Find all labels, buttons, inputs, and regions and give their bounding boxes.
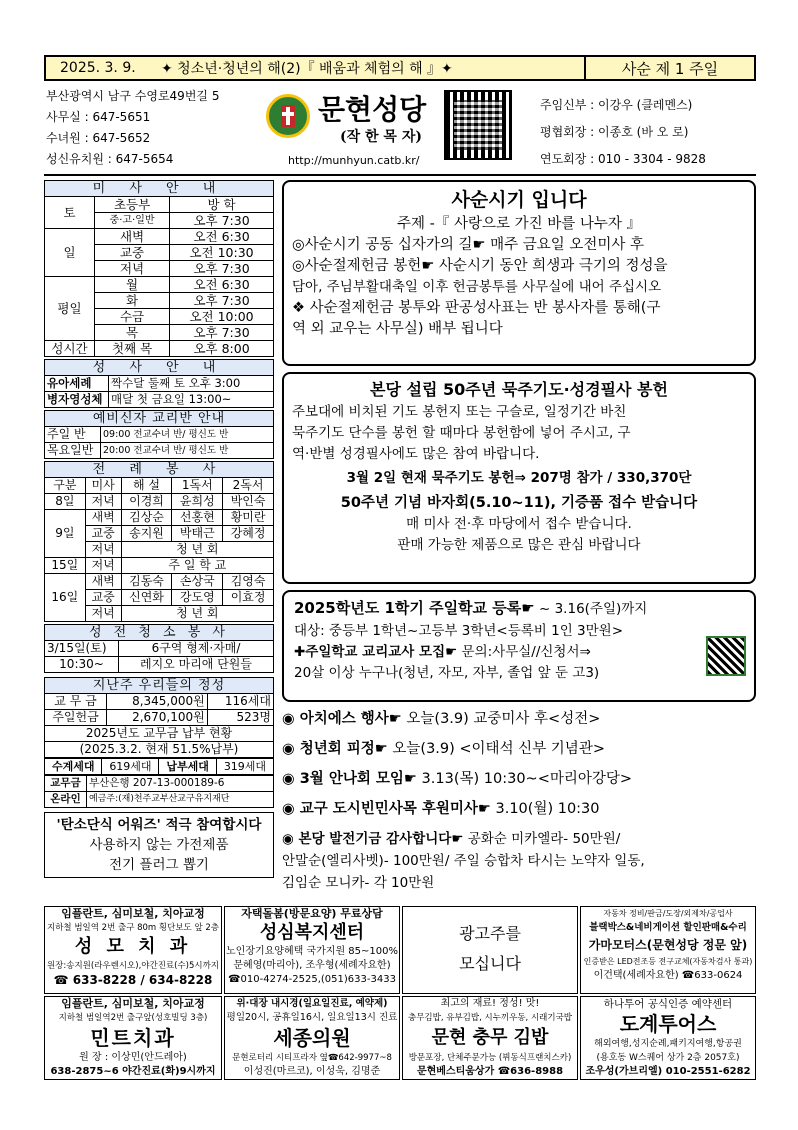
parish-officers	[540, 92, 760, 173]
altar-cell: 8일	[45, 494, 86, 510]
address: 부산광역시 남구 수영로49번길 5	[46, 89, 220, 103]
household-cell: 319세대	[216, 759, 273, 775]
carbon-title: '탄소단식 어워즈' 적극 참여합시다	[56, 817, 262, 833]
altar-cell: 이경희	[121, 494, 172, 510]
ad-phone: 조우성(가브리엘) 010-2551-6282	[585, 1066, 751, 1077]
ad-phone: 이건택(세례자요한) ☎633-0624	[593, 970, 743, 981]
school-title: 2025학년도 1학기 주일학교 등록☛	[294, 599, 535, 617]
mass-cell: 오후 7:30	[170, 325, 274, 341]
bank-account: 부산은행 207-13-000189-6	[87, 776, 274, 792]
kindergarten-phone: 성신유치원 : 647-5654	[46, 152, 174, 166]
altar-title: 전 례 봉 사	[45, 462, 274, 478]
ad-text: 지하철 범일역2번 출구앞(성호빌딩 3층)	[58, 1013, 208, 1023]
ad-text: 임플란트, 심미보철, 치아교정	[61, 907, 205, 920]
ad-text: 모십니다	[459, 954, 521, 973]
altar-head: 구분	[45, 478, 86, 494]
parish-logo-icon	[266, 94, 310, 138]
bulletin-date: 2025. 3. 9.	[60, 60, 136, 76]
mass-cell: 오후 7:30	[170, 213, 274, 229]
header-divider	[44, 174, 756, 176]
rosary-stat: 3월 2일 현재 묵주기도 봉헌⇒ 207명 참가 / 330,370단	[346, 470, 692, 486]
catechumen-cell: 20:00 전교수녀 반/ 평신도 반	[101, 443, 274, 459]
ad-chungmu-gimbap	[402, 996, 578, 1080]
account-holder: 예금주:(재)천주교부산교구유지재단	[87, 792, 274, 808]
parish-contacts	[46, 86, 266, 170]
sun-label: 일	[45, 229, 95, 277]
ad-text: 노인장기요양혜택 국가지원 85~100%	[226, 946, 398, 957]
notice-head: ◉ 3월 안나회 모임☛	[282, 771, 417, 787]
altar-cell: 강혜정	[223, 526, 274, 542]
notice-tail: 3.10(월) 10:30	[490, 801, 600, 817]
notice-tail: 오늘(3.9) <이태석 신부 기념관>	[387, 741, 605, 757]
rosary-line: 주보대에 비치된 기도 봉헌지 또는 구슬로, 일정기간 바친	[292, 404, 627, 420]
cleaning-table	[44, 624, 274, 673]
teacher-contact: 문의:사무실//신청서⇒	[457, 644, 591, 660]
ad-gama-motors	[580, 906, 756, 994]
bazaar-title: 50주년 기념 바자회(5.10~11), 기증품 접수 받습니다	[340, 495, 698, 511]
cleaning-time: 10:30~	[45, 657, 119, 673]
altar-cell: 손상국	[172, 574, 223, 590]
altar-cell: 9일	[45, 510, 86, 558]
altar-head: 1독서	[172, 478, 223, 494]
notice-item	[282, 738, 756, 760]
mass-cell: 오후 7:30	[170, 293, 274, 309]
lent-line: ❖ 사순절제헌금 봉투와 판공성사표는 반 봉사자를 통해(구	[292, 300, 661, 316]
notice-item	[282, 798, 756, 820]
ad-text: 하나투어 공식인증 예약센터	[603, 998, 733, 1010]
thanks-line: 안말순(엘리사벳)- 100만원/ 주일 승합차 타시는 노약자 일동,	[282, 853, 645, 869]
offering-cell: 116세대	[207, 694, 273, 710]
thanks-head: ◉ 본당 발전기금 감사합니다☛	[282, 831, 464, 847]
header-bar	[44, 55, 756, 81]
convent-phone: 수녀원 : 647-5652	[46, 131, 151, 145]
notice-item	[282, 708, 756, 730]
catechumen-title: 예비신자 교리반 안내	[45, 411, 274, 427]
ad-text: 평일20시, 공휴일16시, 일요일13시 진료	[226, 1012, 398, 1023]
ad-name: 성 모 치 과	[74, 936, 192, 957]
pastor: 주임신부 : 이강우 (클레멘스)	[540, 98, 693, 112]
rosary-line: 묵주기도 단수를 봉헌 할 때마다 봉헌함에 넣어 주시고, 구	[292, 425, 631, 441]
school-qr-code-icon[interactable]	[706, 636, 746, 676]
week-label: 평일	[45, 277, 95, 341]
ad-phone: 638-2875~6 야간진료(화)9시까지	[50, 1066, 216, 1077]
ad-text: 최고의 재료! 정성! 맛!	[440, 998, 540, 1009]
offering-stat-title: 2025년도 교무금 납부 현황	[45, 726, 274, 742]
rosary-notice	[282, 372, 756, 584]
parish-url[interactable]: http://munhyun.catb.kr/	[288, 154, 420, 167]
mass-cell: 중·고·일반	[95, 213, 170, 229]
altar-cell: 15일	[45, 558, 86, 574]
catechumen-cell: 주일 반	[45, 427, 101, 443]
lent-line: ◎사순절제헌금 봉헌☛ 사순시기 동안 희생과 극기의 정성을	[292, 258, 668, 274]
ad-text: 광고주를	[459, 924, 521, 943]
sacrament-title: 성 사 안 내	[45, 360, 274, 376]
ad-dental-seongmo	[44, 906, 222, 994]
left-column	[44, 180, 274, 878]
altar-cell: 윤희성	[172, 494, 223, 510]
household-cell: 619세대	[102, 759, 159, 775]
mass-cell: 방 학	[170, 197, 274, 213]
mass-cell: 성시간	[45, 341, 95, 357]
notice-tail: 오늘(3.9) 교중미사 후<성전>	[401, 711, 601, 727]
online-label: 교무금	[45, 776, 87, 792]
altar-cell: 청 년 회	[121, 542, 273, 558]
ad-text: 임플란트, 심미보철, 치아교정	[61, 997, 205, 1010]
thanks-line: 김임순 모니카- 각 10만원	[282, 875, 435, 891]
ad-text: 자택돌봄(방문요양) 무료상담	[241, 907, 383, 920]
mass-schedule-table	[44, 180, 274, 357]
ad-phone: ☎010-4274-2525,(051)633-3433	[228, 974, 396, 985]
mass-cell: 첫째 목	[95, 341, 170, 357]
mass-cell: 오전 6:30	[170, 277, 274, 293]
ad-text: 자동차 정비/판금/도장/외제차/공업사	[603, 909, 733, 918]
rosary-title: 본당 설립 50주년 묵주기도·성경필사 봉헌	[370, 380, 668, 399]
ad-text: 위·대장 내시경(일요일진료, 예약제)	[236, 998, 388, 1009]
office-phone: 사무실 : 647-5651	[46, 110, 151, 124]
altar-cell: 저녁	[85, 558, 121, 574]
altar-head: 미사	[85, 478, 121, 494]
mass-cell: 초등부	[95, 197, 170, 213]
sunday-school-notice	[282, 590, 756, 702]
mass-cell: 오전 6:30	[170, 229, 274, 245]
mass-cell: 오후 8:00	[170, 341, 274, 357]
ad-name: 성심복지센터	[259, 922, 365, 943]
altar-cell: 새벽	[85, 574, 121, 590]
ad-mint-dental	[44, 996, 222, 1080]
rosary-line: 역·반별 성경필사에도 많은 참여 바랍니다.	[292, 446, 540, 462]
ad-phone: 문현베스티움상가 ☎636-8988	[416, 1066, 564, 1077]
altar-cell: 박인숙	[223, 494, 274, 510]
ad-name: 민트치과	[90, 1026, 176, 1050]
mass-cell: 화	[95, 293, 170, 309]
ad-name: 가마모터스(문현성당 정문 앞)	[588, 938, 748, 952]
year-theme: ✦ 청소년·청년의 해(2)『 배움과 체험의 해 』✦	[161, 61, 453, 77]
altar-cell: 이효정	[223, 590, 274, 606]
altar-cell: 강도영	[172, 590, 223, 606]
household-cell: 납부세대	[159, 759, 216, 775]
ad-text: 충무김밥, 유부김밥, 시누끼우동, 시래기국밥	[407, 1013, 572, 1023]
altar-cell: 선홍현	[172, 510, 223, 526]
donation-thanks	[282, 828, 756, 894]
parish-subtitle: (작 한 목 자)	[340, 129, 422, 145]
teacher-eligibility: 20살 이상 누구나(청년, 자모, 자부, 졸업 앞 둔 고3)	[294, 665, 600, 681]
lent-line: 역 외 교우는 사무실) 배부 됩니다	[292, 321, 503, 337]
parish-name: 문현성당	[318, 93, 427, 126]
teacher-title: ✚주일학교 교리교사 모집☛	[294, 644, 458, 660]
offering-cell: 8,345,000원	[107, 694, 208, 710]
sat-label: 토	[45, 197, 95, 229]
mass-title: 미 사 안 내	[45, 181, 274, 197]
offering-table	[44, 677, 274, 758]
cleaning-date: 3/15일(토)	[45, 641, 119, 657]
catechumen-cell: 09:00 전교수녀 반/ 평신도 반	[101, 427, 274, 443]
sacrament-cell: 병자영성체	[45, 392, 109, 408]
ad-text: 원장:송지원(라우렌시오),야간진료(수)5시까지	[46, 961, 220, 971]
ad-placeholder	[402, 906, 578, 994]
altar-cell: 청 년 회	[121, 606, 273, 622]
cleaning-groups: 레지오 마리애 단원들	[119, 657, 274, 673]
ad-phone: ☎ 633-8228 / 634-8228	[53, 973, 213, 987]
liturgical-week: 사순 제 1 주일	[584, 57, 754, 79]
altar-head: 해 설	[121, 478, 172, 494]
altar-cell: 황미란	[223, 510, 274, 526]
contact-number: 연도회장 : 010 - 3304 - 9828	[540, 152, 706, 166]
carbon-campaign	[44, 812, 274, 878]
ad-text: 방문포장, 단체주문가능 (뷔동식프랜치스카)	[408, 1053, 572, 1063]
notice-list	[282, 708, 756, 894]
altar-cell: 김상순	[121, 510, 172, 526]
altar-cell: 송지원	[121, 526, 172, 542]
altar-cell: 저녁	[85, 542, 121, 558]
ad-text: 이성진(마르코), 이성욱, 김명준	[243, 1066, 381, 1077]
sacrament-table	[44, 359, 274, 408]
qr-code-icon[interactable]	[444, 90, 512, 160]
mass-cell: 목	[95, 325, 170, 341]
offering-cell: 교 무 금	[45, 694, 107, 710]
ad-text: 인증받은 LED전조등 전구교체(자동차검사 통과)	[583, 957, 753, 966]
household-table	[44, 758, 274, 775]
ad-name: 문현 충무 김밥	[431, 1027, 549, 1048]
lent-line: 담아, 주님부활대축일 이후 헌금봉투를 사무실에 내어 주십시오	[292, 279, 662, 295]
offering-cell: 523명	[207, 710, 273, 726]
ad-text: 원 장 : 이상민(안드레아)	[79, 1052, 187, 1063]
altar-cell: 새벽	[85, 510, 121, 526]
online-payment-table	[44, 775, 274, 808]
ad-text: 해외여행,성지순례,패키지여행,항공권	[594, 1039, 742, 1049]
lent-theme: 주제 -『 사랑으로 가진 바를 나누자 』	[397, 216, 641, 232]
ad-sejong-clinic	[224, 996, 400, 1080]
sacrament-cell: 유아세례	[45, 376, 109, 392]
altar-cell: 저녁	[85, 606, 121, 622]
carbon-line: 사용하지 않는 가전제품	[89, 837, 229, 853]
offering-title: 지난주 우리들의 정성	[45, 678, 274, 694]
altar-cell: 16일	[45, 574, 86, 622]
lent-title: 사순시기 입니다	[451, 189, 587, 211]
ad-text: 지하철 범일역 2번 출구 80m 횡단보도 앞 2층	[47, 923, 219, 933]
sacrament-cell: 매달 첫 금요일 13:00~	[109, 392, 274, 408]
school-deadline: ~ 3.16(주일)까지	[534, 601, 648, 617]
mass-cell: 교중	[95, 245, 170, 261]
mass-cell: 수금	[95, 309, 170, 325]
cleaning-groups: 6구역 형제·자매/	[119, 641, 274, 657]
bazaar-line: 매 미사 전·후 마당에서 접수 받습니다.	[406, 516, 632, 532]
altar-cell: 저녁	[85, 494, 121, 510]
carbon-line: 전기 플러그 뽑기	[109, 857, 209, 873]
sacrament-cell: 짝수달 둘째 토 오후 3:00	[109, 376, 274, 392]
mass-cell: 오전 10:30	[170, 245, 274, 261]
ad-dogye-tours	[580, 996, 756, 1080]
mass-cell: 월	[95, 277, 170, 293]
lent-notice	[282, 180, 756, 366]
altar-cell: 김영숙	[223, 574, 274, 590]
mass-cell: 오후 7:30	[170, 261, 274, 277]
ad-text: 블랙박스&네비게이션 할인판매&수리	[589, 922, 747, 933]
offering-stat-title: (2025.3.2. 현재 51.5%납부)	[45, 742, 274, 758]
notice-head: ◉ 청년회 피정☛	[282, 741, 388, 757]
altar-cell: 신연화	[121, 590, 172, 606]
cleaning-title: 성 전 청 소 봉 사	[45, 625, 274, 641]
notice-item	[282, 768, 756, 790]
catechumen-cell: 목요일반	[45, 443, 101, 459]
notice-tail: 3.13(목) 10:30~<마리아강당>	[416, 771, 633, 787]
offering-cell: 주일헌금	[45, 710, 107, 726]
notice-head: ◉ 아치에스 행사☛	[282, 711, 402, 727]
school-target: 대상: 중등부 1학년~고등부 3학년<등록비 1인 3만원>	[294, 623, 624, 639]
ad-text: 문현로터리 시티프라자 옆☎642-9977~8	[232, 1053, 392, 1063]
catechumen-table	[44, 410, 274, 459]
online-label: 온라인	[45, 792, 87, 808]
ad-seongsim-welfare	[224, 906, 400, 994]
altar-cell: 교중	[85, 590, 121, 606]
offering-cell: 2,670,100원	[107, 710, 208, 726]
council-president: 평협회장 : 이종호 (바 오 로)	[540, 125, 689, 139]
bazaar-line: 판매 가능한 제품으로 많은 관심 바랍니다	[397, 537, 641, 553]
mass-cell: 저녁	[95, 261, 170, 277]
altar-cell: 교중	[85, 526, 121, 542]
ad-name: 세종의원	[273, 1026, 351, 1050]
household-cell: 수계세대	[45, 759, 102, 775]
mass-cell: 오전 10:00	[170, 309, 274, 325]
notice-head: ◉ 교구 도시빈민사목 후원미사☛	[282, 801, 491, 817]
mass-cell: 새벽	[95, 229, 170, 245]
altar-cell: 주 일 학 교	[121, 558, 273, 574]
ad-text: 문혜영(마리아), 조우형(세례자요한)	[233, 960, 391, 971]
ad-text: (용호동 W스퀘어 상가 2층 2057호)	[596, 1053, 740, 1063]
altar-service-table	[44, 461, 274, 622]
altar-cell: 김동숙	[121, 574, 172, 590]
lent-line: ◎사순시기 공동 십자가의 길☛ 매주 금요일 오전미사 후	[292, 237, 645, 253]
altar-cell: 박태근	[172, 526, 223, 542]
thanks-line: 공화순 미카엘라- 50만원/	[463, 831, 621, 847]
altar-head: 2독서	[223, 478, 274, 494]
ad-name: 도계투어스	[619, 1012, 717, 1036]
